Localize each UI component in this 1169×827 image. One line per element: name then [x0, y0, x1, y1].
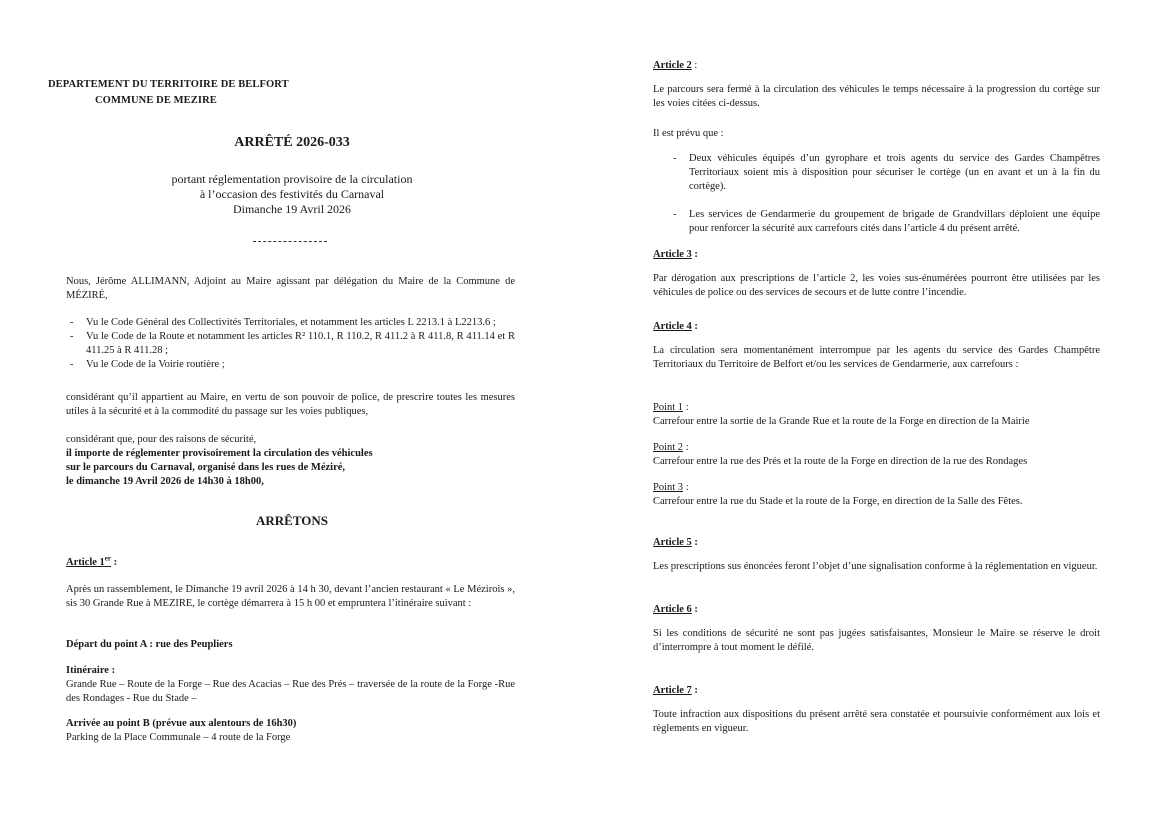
considerant-bold-line: il importe de réglementer provisoirement la circulation des véhicules [66, 448, 373, 459]
article-1-itineraire [66, 664, 515, 706]
considerant-bold-line: sur le parcours du Carnaval, organisé dans les rues de Méziré, [66, 462, 346, 473]
article-4-point-2 [653, 441, 1100, 469]
article-1-heading [66, 556, 117, 570]
article-4-point-3 [653, 481, 1100, 509]
article-1-depart: Départ du point A : rue des Peupliers [66, 639, 233, 650]
considerant-securite [66, 433, 515, 489]
article-4-text: La circulation sera momentanément interrompue par les agents du service des Gardes Champêtre Territoriaux du Territoire de Belfort et/ou les services de Gendarmerie, aux carrefours : [653, 345, 1100, 370]
arrivee-text: Parking de la Place Communale – 4 route de la Forge [66, 732, 291, 743]
point-label: Point 1 [653, 402, 684, 413]
article-2-heading [653, 59, 697, 73]
article-3-label: Article 3 [653, 249, 692, 260]
article-6-text: Si les conditions de sécurité ne sont pas jugées satisfaisantes, Monsieur le Maire se réserve le droit d’interrompre à tout moment le défilé. [653, 628, 1100, 653]
article-1-arrivee [66, 717, 515, 745]
article-1-text: Après un rassemblement, le Dimanche 19 avril 2026 à 14 h 30, devant l’ancien restaurant « Le Mézirois », sis 30 Grande Rue à MEZIRE, le cortège démarrera à 15 h 00 et empruntera l’itinéraire suivant : [66, 584, 515, 609]
vu-item: - Vu le Code de la Route et notamment les articles R² 110.1, R 110.2, R 411.2 à R 411.8, R 411.14 et R 411.25 à R 411.28 ; [66, 330, 515, 358]
vus-list [66, 316, 515, 372]
article-1-label-main: Article 1 [66, 557, 105, 568]
point-text: Carrefour entre la rue du Stade et la route de la Forge, en direction de la Salle des Fêtes. [653, 496, 1023, 507]
article-7-text: Toute infraction aux dispositions du présent arrêté sera constatée et poursuivie conformément aux lois et règlements en vigueur. [653, 709, 1100, 734]
article-2-item: - Deux véhicules équipés d’un gyrophare et trois agents du service des Gardes Champêtres Territoriaux soient mis à disposition pour sécuriser le cortège (un en avant et un à la fin du cortège). [669, 152, 1100, 194]
considerant-bold-line: le dimanche 19 Avril 2026 de 14h30 à 18h00, [66, 476, 264, 487]
decree-title: ARRÊTÉ 2026-033 [234, 135, 350, 150]
decree-subtitle [82, 172, 502, 217]
vu-item: - Vu le Code Général des Collectivités Territoriales, et notamment les articles L 2213.1 à L2213.6 ; [66, 316, 515, 330]
department-heading: DEPARTEMENT DU TERRITOIRE DE BELFORT [48, 79, 289, 90]
article-6-label: Article 6 [653, 604, 692, 615]
point-colon: : [683, 482, 689, 493]
article-3-heading [653, 248, 698, 262]
article-2-colon: : [691, 60, 698, 71]
article-4-point-1 [653, 401, 1100, 429]
article-3-colon: : [691, 249, 698, 260]
article-2-text: Le parcours sera fermé à la circulation des véhicules le temps nécessaire à la progression du cortège sur les voies citées ci-dessus. [653, 84, 1100, 109]
article-7-heading [653, 684, 698, 698]
point-label: Point 2 [653, 442, 684, 453]
preamble-intro: Nous, Jérôme ALLIMANN, Adjoint au Maire agissant par délégation du Maire de la Commune de MÉZIRÉ, [66, 276, 515, 301]
article-2-item: - Les services de Gendarmerie du groupement de brigade de Grandvillars déploient une équipe pour renforcer la sécurité aux carrefours cités dans l’article 4 du présent arrêté. [669, 208, 1100, 236]
article-6-colon: : [691, 604, 698, 615]
article-2-label: Article 2 [653, 60, 692, 71]
considerant-intro: considérant que, pour des raisons de sécurité, [66, 434, 257, 445]
article-1-colon: : [111, 557, 118, 568]
subtitle-line: à l’occasion des festivités du Carnaval [199, 187, 385, 201]
article-4-colon: : [691, 321, 698, 332]
point-colon: : [683, 442, 689, 453]
article-6-heading [653, 603, 698, 617]
article-5-colon: : [691, 537, 698, 548]
article-1-label [66, 554, 111, 568]
point-colon: : [683, 402, 689, 413]
commune-heading: COMMUNE DE MEZIRE [95, 95, 217, 106]
subtitle-line: Dimanche 19 Avril 2026 [232, 202, 352, 216]
vu-item: - Vu le Code de la Voirie routière ; [66, 358, 515, 372]
article-7-label: Article 7 [653, 685, 692, 696]
article-2-prevu: Il est prévu que : [653, 128, 724, 139]
article-2-list [669, 152, 1100, 236]
article-1-label-sup: er [104, 554, 111, 563]
article-5-text: Les prescriptions sus énoncées feront l’objet d’une signalisation conforme à la réglementation en vigueur. [653, 561, 1098, 572]
article-5-label: Article 5 [653, 537, 692, 548]
itineraire-text: Grande Rue – Route de la Forge – Rue des Acacias – Rue des Prés – traversée de la route de la Forge -Rue des Rondages - Rue du Stade – [66, 679, 515, 704]
considerant-police: considérant qu’il appartient au Maire, en vertu de son pouvoir de police, de prescrire toutes les mesures utiles à la sécurité et à la commodité du passage sur les voies publiques, [66, 392, 515, 417]
itineraire-label: Itinéraire : [66, 665, 116, 676]
arrivee-label: Arrivée au point B (prévue aux alentours de 16h30) [66, 718, 297, 729]
point-text: Carrefour entre la rue des Prés et la route de la Forge en direction de la rue des Rondages [653, 456, 1028, 467]
article-7-colon: : [691, 685, 698, 696]
title-divider [253, 241, 327, 242]
subtitle-line: portant réglementation provisoire de la circulation [171, 172, 413, 186]
article-4-label: Article 4 [653, 321, 692, 332]
point-text: Carrefour entre la sortie de la Grande Rue et la route de la Forge en direction de la Mairie [653, 416, 1030, 427]
article-5-heading [653, 536, 698, 550]
article-4-heading [653, 320, 698, 334]
point-label: Point 3 [653, 482, 684, 493]
arretons-heading: ARRÊTONS [255, 513, 328, 528]
article-3-text: Par dérogation aux prescriptions de l’article 2, les voies sus-énumérées pourront être utilisées par les véhicules de police ou des services de secours et de lutte contre l’incendie. [653, 273, 1100, 298]
